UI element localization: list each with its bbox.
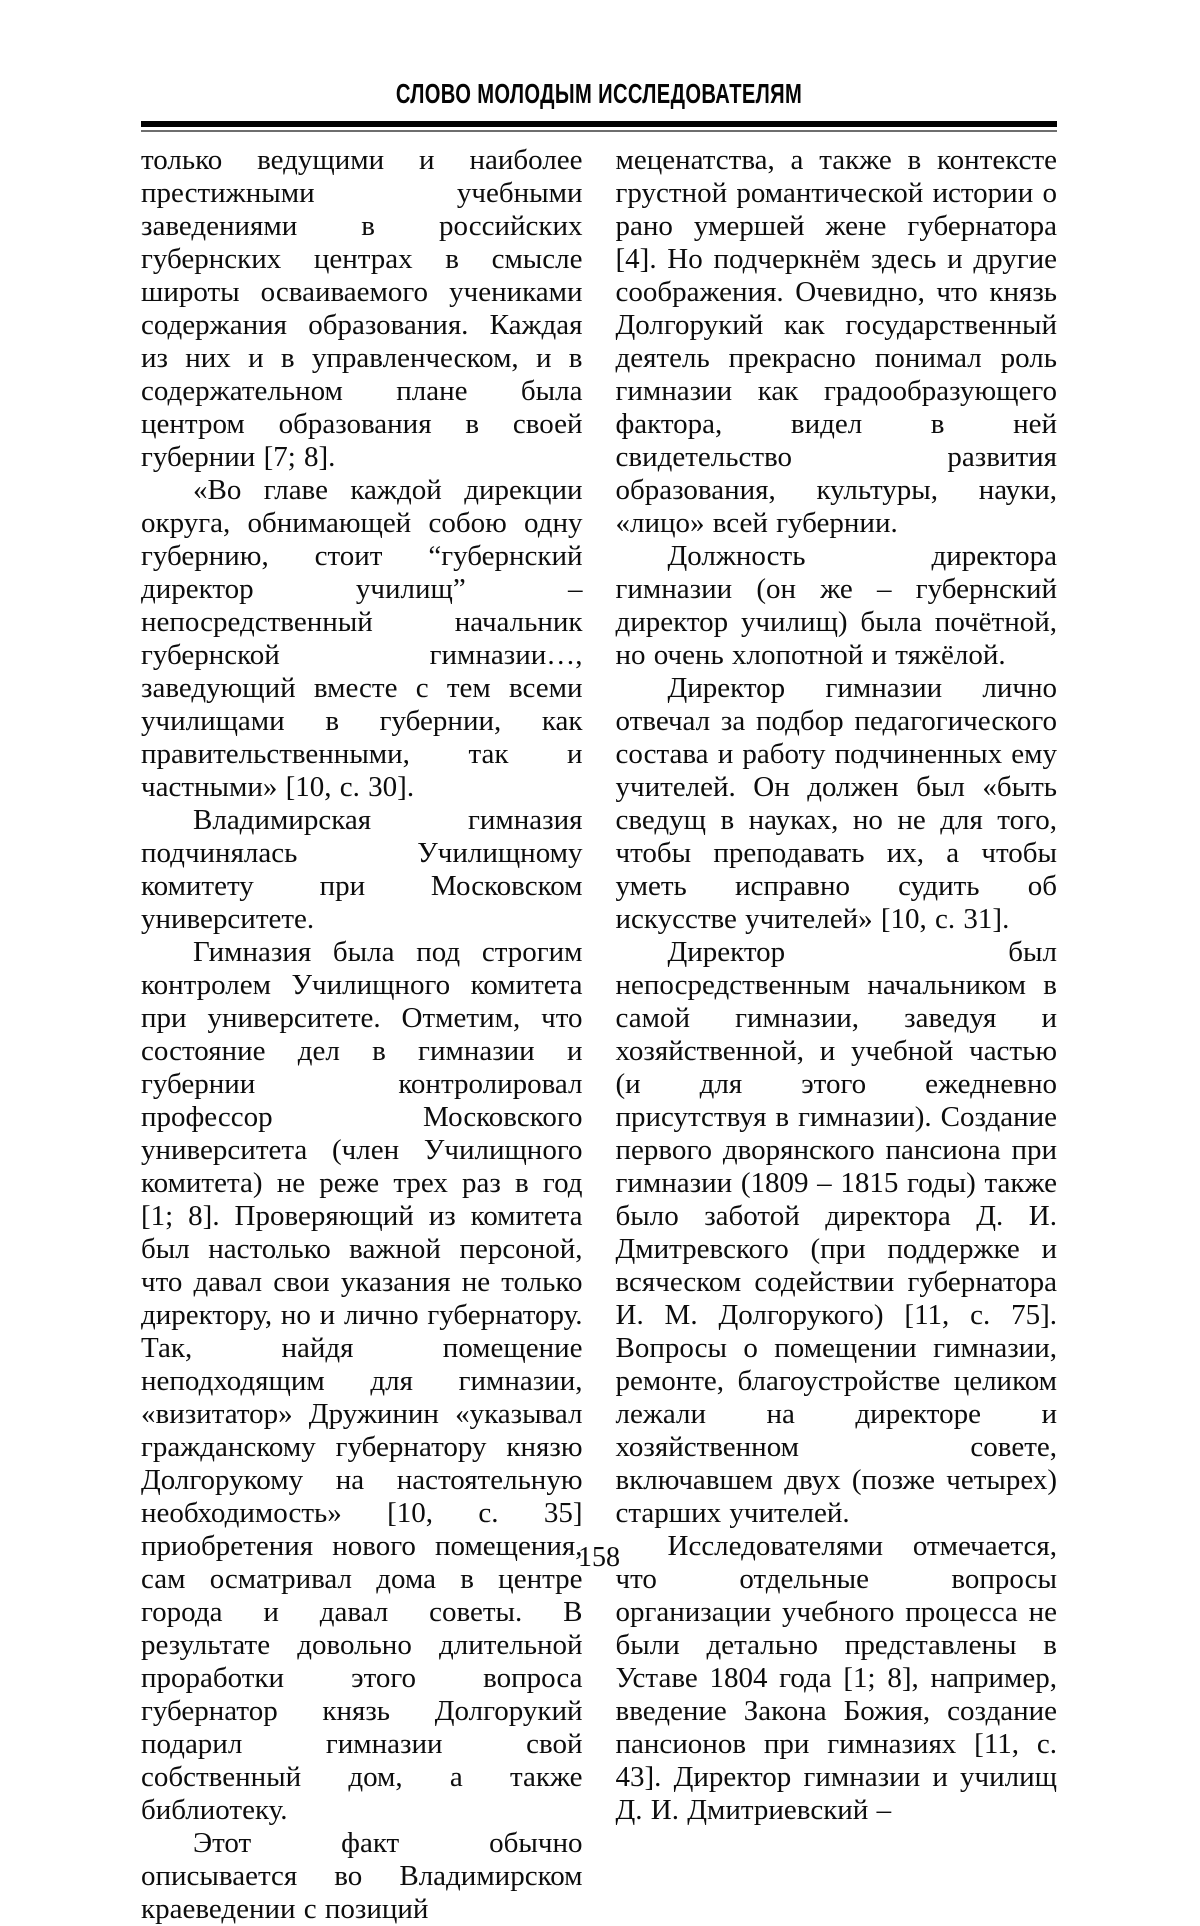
paragraph: Должность директора гимназии (он же – губернский директор училищ) была почётной, но очень хлопотной и тяжёлой. — [615, 540, 1057, 671]
page-title: СЛОВО МОЛОДЫМ ИССЛЕДОВАТЕЛЯМ — [395, 78, 803, 109]
paragraph: Владимирская гимназия подчинялась Училищному комитету при Московском университете. — [141, 804, 583, 935]
paragraph: Директор был непосредственным начальником в самой гимназии, заведуя и хозяйственной, и учебной частью (и для этого ежедневно присутствуя в гимназии). Создание первого дворянского пансиона при гимназии (1809 – 1815 годы) также было заботой директора Д. И. Дмитревского (при поддержке и всяческом содействии губернатора И. М. Долгорукого) [11, с. 75]. Вопросы о помещении гимназии, ремонте, благоустройстве целиком лежали на директоре и хозяйственном совете, включавшем двух (позже четырех) старших учителей. — [615, 936, 1057, 1529]
two-column-text-block — [141, 144, 1057, 1926]
paragraph: «Во главе каждой дирекции округа, обнимающей собою одну губернию, стоит “губернский директор училищ” – непосредственный начальник губернской гимназии…, заведующий вместе с тем всеми училищами в губернии, как правительственными, так и частными» [10, с. 30]. — [141, 474, 583, 803]
paragraph: только ведущими и наиболее престижными учебными заведениями в российских губернских центрах в смысле широты осваиваемого учениками содержания образования. Каждая из них и в управленческом, и в содержательном плане была центром образования в своей губернии [7; 8]. — [141, 144, 583, 473]
paragraph: Этот факт обычно описывается во Владимирском краеведении с позиций — [141, 1827, 583, 1925]
paragraph: Директор гимназии лично отвечал за подбор педагогического состава и работу подчиненных ему учителей. Он должен был «быть сведущ в науках, но не для того, чтобы преподавать их, а чтобы уметь исправно судить об искусстве учителей» [10, с. 31]. — [615, 672, 1057, 935]
paragraph: меценатства, а также в контексте грустной романтической истории о рано умершей жене губернатора [4]. Но подчеркнём здесь и другие соображения. Очевидно, что князь Долгорукий как государственный деятель прекрасно понимал роль гимназии как градообразующего фактора, видел в ней свидетельство развития образования, культуры, науки, «лицо» всей губернии. — [615, 144, 1057, 539]
page-content — [141, 80, 1057, 1926]
divider-thin-line — [141, 130, 1057, 132]
header-divider — [141, 121, 1057, 132]
paragraph: Исследователями отмечается, что отдельные вопросы организации учебного процесса не были детально представлены в Уставе 1804 года [1; 8], например, введение Закона Божия, создание пансионов при гимназиях [11, с. 43]. Директор гимназии и училищ Д. И. Дмитриевский – — [615, 1530, 1057, 1826]
divider-thick-line — [141, 121, 1057, 127]
paragraph: Гимназия была под строгим контролем Училищного комитета при университете. Отметим, что состояние дел в гимназии и губернии контролировал профессор Московского университета (член Училищного комитета) не реже трех раз в год [1; 8]. Проверяющий из комитета был настолько важной персоной, что давал свои указания не только директору, но и лично губернатору. Так, найдя помещение неподходящим для гимназии, «визитатор» Дружинин «указывал гражданскому губернатору князю Долгорукому на настоятельную необходимость» [10, с. 35] приобретения нового помещения, сам осматривал дома в центре города и давал советы. В результате довольно длительной проработки этого вопроса губернатор князь Долгорукий подарил гимназии свой собственный дом, а также библиотеку. — [141, 936, 583, 1826]
left-column — [141, 144, 583, 1926]
page-number: 158 — [578, 1542, 620, 1573]
right-column — [616, 144, 1058, 1926]
